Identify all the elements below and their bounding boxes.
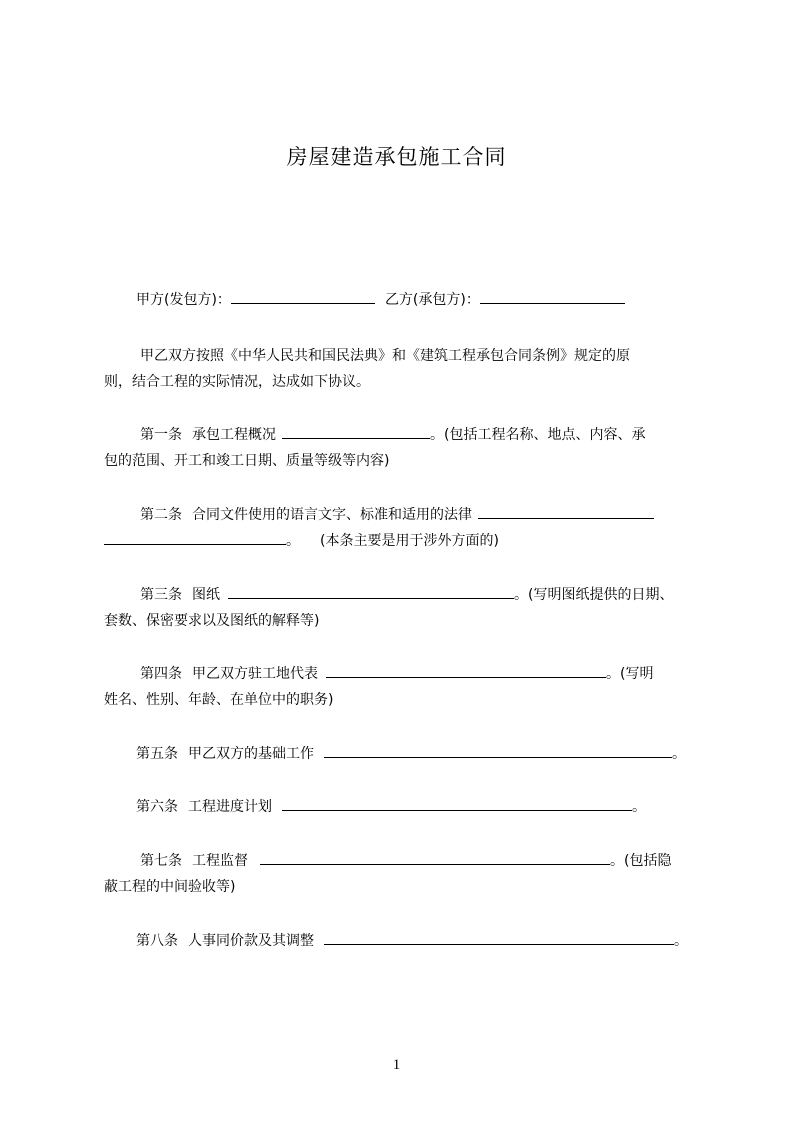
article-2-line	[140, 505, 654, 525]
article-6-line	[136, 797, 646, 817]
article-7-continuation: 蔽工程的中间验收等)	[104, 879, 236, 895]
article-after: 。	[286, 533, 300, 549]
article-2-continuation	[104, 531, 499, 551]
article-blank	[282, 426, 430, 439]
article-after: 。	[674, 933, 688, 949]
preamble-line-2: 则，结合工程的实际情况，达成如下协议。	[104, 374, 370, 390]
article-after: 。(写明	[606, 666, 654, 682]
page-title: 房屋建造承包施工合同	[286, 145, 507, 169]
article-label: 第六条	[136, 799, 178, 815]
article-label: 第四条	[140, 666, 182, 682]
article-3-continuation: 套数、保密要求以及图纸的解释等)	[104, 613, 320, 629]
page-number: 1	[392, 1057, 401, 1073]
article-title: 合同文件使用的语言文字、标准和适用的法律	[192, 507, 472, 523]
article-label: 第五条	[136, 746, 178, 762]
article-8-line	[136, 931, 688, 951]
article-after: 。	[672, 746, 686, 762]
article-1-continuation: 包的范围、开工和竣工日期、质量等级等内容)	[104, 453, 390, 469]
article-blank	[282, 798, 632, 811]
article-label: 第八条	[136, 933, 178, 949]
article-title: 甲乙双方的基础工作	[188, 746, 314, 762]
article-title: 工程监督	[192, 853, 248, 869]
article-after: 。(包括工程名称、地点、内容、承	[430, 427, 646, 443]
party-a-blank	[231, 291, 375, 304]
article-4-continuation: 姓名、性别、年龄、在单位中的职务)	[104, 692, 334, 708]
article-label: 第一条	[140, 427, 182, 443]
article-title: 图纸	[192, 587, 220, 603]
article-label: 第三条	[140, 587, 182, 603]
article-blank	[324, 932, 674, 945]
article-3-line	[140, 585, 673, 605]
article-title: 承包工程概况	[192, 427, 276, 443]
article-title: 甲乙双方驻工地代表	[192, 666, 318, 682]
article-blank-continued	[104, 532, 286, 545]
article-blank	[478, 506, 654, 519]
article-title: 人事同价款及其调整	[188, 933, 314, 949]
article-7-line	[140, 851, 671, 871]
article-note: (本条主要是用于涉外方面的)	[320, 533, 499, 549]
article-after: 。(写明图纸提供的日期、	[514, 587, 674, 603]
article-blank	[260, 852, 610, 865]
article-1-line	[140, 425, 645, 445]
parties-line	[136, 290, 625, 310]
article-5-line	[136, 744, 686, 764]
article-label: 第二条	[140, 507, 182, 523]
article-blank	[228, 586, 514, 599]
article-after: 。	[632, 799, 646, 815]
article-blank	[326, 665, 606, 678]
article-label: 第七条	[140, 853, 182, 869]
article-title: 工程进度计划	[188, 799, 272, 815]
article-after: 。(包括隐	[610, 853, 672, 869]
party-a-label: 甲方(发包方)：	[136, 292, 231, 308]
party-b-blank	[480, 291, 625, 304]
preamble-line-1: 甲乙双方按照《中华人民共和国民法典》和《建筑工程承包合同条例》规定的原	[140, 348, 630, 364]
party-b-label: 乙方(承包方)：	[384, 292, 480, 308]
article-4-line	[140, 664, 653, 684]
article-blank	[324, 745, 672, 758]
